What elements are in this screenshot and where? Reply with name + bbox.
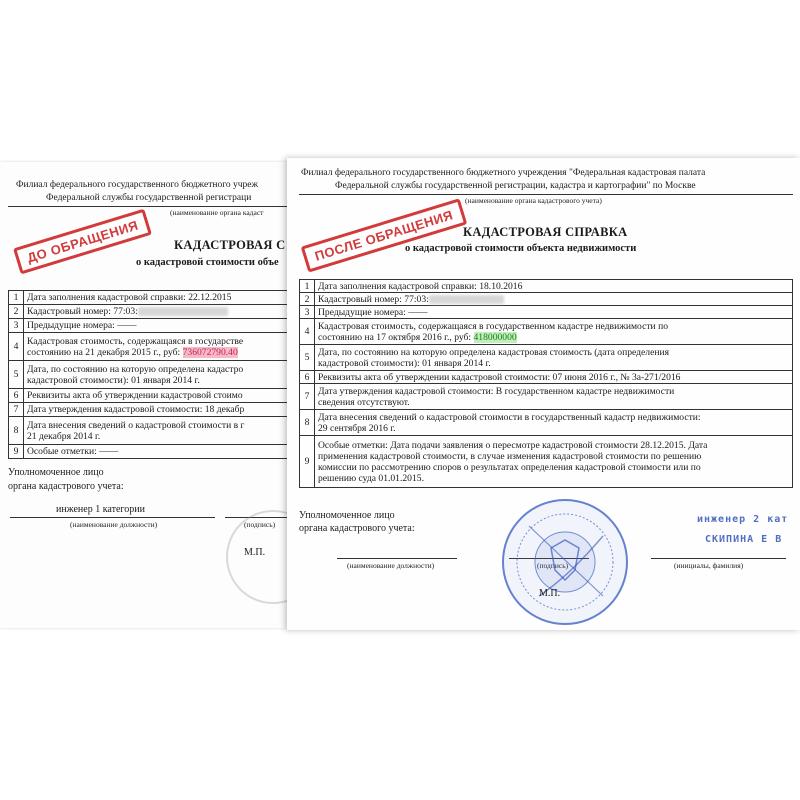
table-row (300, 345, 793, 371)
table-row (9, 445, 301, 459)
row-text (24, 417, 301, 445)
header-caption: (наименование органа кадаст (170, 208, 264, 217)
table-row (9, 305, 301, 319)
row-text: Особые отметки: —— (24, 445, 301, 459)
document-subtitle: о кадастровой стоимости объе (136, 257, 279, 268)
row-number: 6 (9, 389, 24, 403)
initials-underline (651, 558, 786, 559)
row-text (315, 319, 793, 345)
row-number: 6 (300, 371, 315, 384)
cadastral-value-after: 418000000 (473, 331, 517, 343)
row-number: 3 (9, 319, 24, 333)
table-row (300, 436, 793, 488)
row-text (315, 384, 793, 410)
row-number: 4 (300, 319, 315, 345)
info-table (8, 290, 300, 459)
table-row (300, 319, 793, 345)
table-row (9, 403, 301, 417)
row-number: 4 (9, 333, 24, 361)
position-caption: (наименование должности) (70, 520, 158, 529)
seal-place-label: М.П. (244, 547, 266, 558)
row-number: 8 (9, 417, 24, 445)
cadastral-certificate-after (287, 158, 800, 630)
signer-name-stamp: СКИПИНА Е В (705, 534, 783, 545)
row-line: комиссии по рассмотрению споров о результатах определения кадастровой стоимости или по (318, 461, 701, 473)
row-text (315, 293, 793, 306)
redacted-number (429, 295, 504, 304)
position-underline (10, 517, 215, 518)
header-line-1: Филиал федерального государственного бюджетного учреждения "Федеральная кадастровая палата (301, 168, 706, 178)
row-text (24, 305, 301, 319)
table-row (300, 293, 793, 306)
row-text: Реквизиты акта об утверждении кадастровой стоимо (24, 389, 301, 403)
row-line: состоянию на 21 декабря 2015 г., руб: (27, 346, 181, 358)
document-title: КАДАСТРОВАЯ С (174, 238, 286, 252)
row-number: 5 (300, 345, 315, 371)
row-text: Дата утверждения кадастровой стоимости: 18 декабр (24, 403, 301, 417)
row-number: 1 (300, 280, 315, 293)
authorized-person-label: Уполномоченное лицо (8, 467, 104, 478)
header-caption: (наименование органа кадастрового учета) (465, 196, 602, 205)
row-number: 7 (300, 384, 315, 410)
row-line: решению суда 01.01.2015. (318, 472, 424, 484)
row-line: кадастровой стоимости): 01 января 2014 г. (318, 357, 491, 369)
row-text (315, 436, 793, 488)
row-text: Предыдущие номера: —— (315, 306, 793, 319)
table-row (300, 306, 793, 319)
table-row (9, 333, 301, 361)
row-number: 5 (9, 361, 24, 389)
header-line-2: Федеральной службы государственной регистраци (46, 193, 252, 203)
cadastral-number-label: Кадастровый номер: 77:03: (27, 306, 138, 317)
row-line: Кадастровая стоимость, содержащаяся в государстве (27, 335, 244, 347)
initials-caption: (инициалы, фамилия) (674, 561, 744, 570)
row-line: Дата внесения сведений о кадастровой стоимости в государственный кадастр недвижимости: (318, 411, 701, 423)
position-value: инженер 1 категории (56, 504, 145, 515)
row-line: состоянию на 17 октября 2016 г., руб: (318, 331, 472, 343)
header-line-1: Филиал федерального государственного бюджетного учреж (16, 180, 259, 190)
row-text (315, 410, 793, 436)
row-text: Реквизиты акта об утверждении кадастровой стоимости: 07 июня 2016 г., № 3а-271/2016 (315, 371, 793, 384)
before-stamp: ДО ОБРАЩЕНИЯ (13, 209, 152, 275)
row-text: Дата заполнения кадастровой справки: 22.12.2015 (24, 291, 301, 305)
row-line: Дата, по состоянию на которую определена кадастровая стоимость (дата определения (318, 346, 670, 358)
cadastral-certificate-before (0, 162, 300, 628)
row-number: 9 (9, 445, 24, 459)
signature-caption: (подпись) (244, 520, 276, 529)
table-row (9, 291, 301, 305)
position-caption: (наименование должности) (347, 561, 435, 570)
row-number: 9 (300, 436, 315, 488)
row-number: 3 (300, 306, 315, 319)
row-line: Дата утверждения кадастровой стоимости: В государственном кадастре недвижимости (318, 385, 675, 397)
cadastral-number-label: Кадастровый номер: 77:03: (318, 293, 429, 305)
authorized-org-label: органа кадастрового учета: (8, 481, 124, 492)
row-line: кадастровой стоимости): 01 января 2014 г. (27, 374, 200, 386)
table-row (300, 371, 793, 384)
row-line: применения кадастровой стоимости, в случае изменения кадастровой стоимости по решению (318, 450, 702, 462)
info-table (299, 279, 793, 488)
row-text: Дата заполнения кадастровой справки: 18.10.2016 (315, 280, 793, 293)
seal-place-label: М.П. (539, 588, 561, 599)
document-subtitle: о кадастровой стоимости объекта недвижимости (405, 243, 637, 254)
table-row (300, 410, 793, 436)
signer-position-stamp: инженер 2 кат (697, 514, 789, 525)
table-row (9, 319, 301, 333)
faded-text (70, 530, 130, 542)
row-line: 21 декабря 2014 г. (27, 430, 101, 442)
row-text: Предыдущие номера: —— (24, 319, 301, 333)
row-line: Особые отметки: Дата подачи заявления о пересмотре кадастровой стоимости 28.12.2015. Дата (318, 439, 708, 451)
row-line: 29 сентября 2016 г. (318, 422, 396, 434)
row-text (315, 345, 793, 371)
row-line: Дата внесения сведений о кадастровой стоимости в г (27, 419, 245, 431)
official-seal-icon (499, 496, 631, 628)
row-number: 1 (9, 291, 24, 305)
table-row (300, 280, 793, 293)
row-number: 2 (300, 293, 315, 306)
header-underline (299, 194, 793, 195)
row-number: 2 (9, 305, 24, 319)
row-number: 7 (9, 403, 24, 417)
row-line: Кадастровая стоимость, содержащаяся в государственном кадастре недвижимости по (318, 320, 669, 332)
document-title: КАДАСТРОВАЯ СПРАВКА (463, 225, 628, 239)
authorized-org-label: органа кадастрового учета: (299, 523, 415, 534)
table-row (300, 384, 793, 410)
table-row (9, 361, 301, 389)
table-row (9, 389, 301, 403)
header-line-2: Федеральной службы государственной регистрации, кадастра и картографии" по Москве (335, 181, 696, 191)
header-underline (8, 206, 300, 207)
cadastral-value-before: 736072790.40 (182, 346, 238, 358)
row-line: Дата, по состоянию на которую определена кадастро (27, 363, 244, 375)
row-text (24, 333, 301, 361)
row-line: сведения отсутствуют. (318, 396, 410, 408)
row-text (24, 361, 301, 389)
after-stamp: ПОСЛЕ ОБРАЩЕНИЯ (301, 198, 467, 272)
row-number: 8 (300, 410, 315, 436)
position-underline (337, 558, 457, 559)
authorized-person-label: Уполномоченное лицо (299, 510, 395, 521)
redacted-number (138, 307, 228, 316)
table-row (9, 417, 301, 445)
